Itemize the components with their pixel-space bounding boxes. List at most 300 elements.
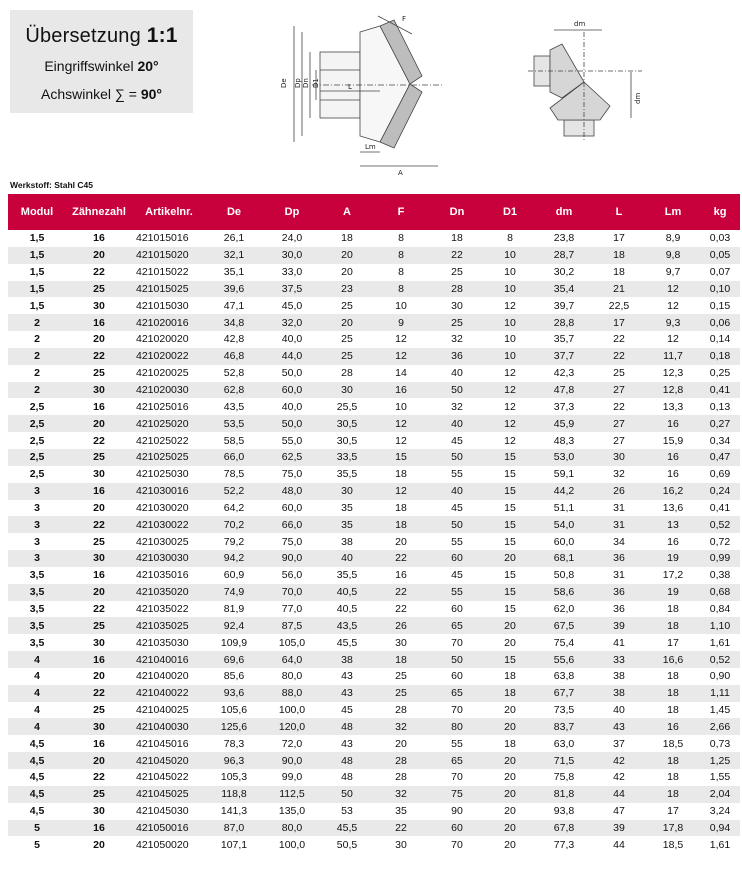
table-cell: 12 [646,281,700,298]
table-cell: 63,8 [536,668,592,685]
table-cell: 17 [646,634,700,651]
table-cell: 421035022 [132,601,206,618]
table-cell: 421040016 [132,651,206,668]
table-cell: 93,8 [536,803,592,820]
ratio-title [10,24,193,48]
table-cell: 0,69 [700,466,740,483]
gear-pair-drawing [528,14,643,142]
table-cell: 13,6 [646,500,700,517]
table-row [8,247,740,264]
table-cell: 34,8 [206,314,262,331]
table-cell: 30 [66,634,132,651]
table-cell: 80,0 [262,820,322,837]
table-cell: 28 [372,752,430,769]
table-cell: 67,8 [536,820,592,837]
table-cell: 45,5 [322,820,372,837]
table-cell: 25 [592,365,646,382]
table-cell: 20 [484,718,536,735]
pressure-angle-label: Eingriffswinkel [44,58,134,74]
table-cell: 18 [646,752,700,769]
column-header: Dp [262,194,322,230]
table-cell: 48,0 [262,483,322,500]
table-row [8,382,740,399]
table-cell: 12 [484,382,536,399]
table-row [8,365,740,382]
table-row [8,483,740,500]
table-cell: 4,5 [8,735,66,752]
table-cell: 4 [8,702,66,719]
table-cell: 45,5 [322,634,372,651]
column-header: kg [700,194,740,230]
table-cell: 23 [322,281,372,298]
table-cell: 75,4 [536,634,592,651]
table-cell: 22 [66,769,132,786]
table-cell: 22 [372,584,430,601]
table-cell: 1,10 [700,617,740,634]
table-cell: 9 [372,314,430,331]
table-cell: 50 [430,382,484,399]
label-a: A [398,169,403,177]
table-cell: 60,0 [262,382,322,399]
table-cell: 8 [372,264,430,281]
table-row [8,769,740,786]
table-cell: 421015025 [132,281,206,298]
table-cell: 0,27 [700,415,740,432]
table-row [8,331,740,348]
table-cell: 50 [430,651,484,668]
table-cell: 32 [430,331,484,348]
table-cell: 28,8 [536,314,592,331]
table-cell: 1,5 [8,281,66,298]
table-cell: 3 [8,550,66,567]
table-cell: 62,8 [206,382,262,399]
table-cell: 0,52 [700,516,740,533]
table-cell: 16 [372,567,430,584]
table-cell: 30 [592,449,646,466]
table-cell: 71,5 [536,752,592,769]
table-cell: 50 [430,449,484,466]
table-cell: 25 [66,702,132,719]
table-cell: 10 [484,264,536,281]
table-row [8,567,740,584]
table-cell: 15 [484,533,536,550]
table-cell: 15 [484,449,536,466]
table-cell: 3,24 [700,803,740,820]
table-cell: 421015030 [132,297,206,314]
label-f: F [402,15,407,23]
table-cell: 39 [592,820,646,837]
table-cell: 39,6 [206,281,262,298]
table-cell: 15 [484,483,536,500]
table-cell: 10 [484,281,536,298]
table-cell: 1,11 [700,685,740,702]
table-cell: 48,3 [536,432,592,449]
table-cell: 18,5 [646,735,700,752]
table-cell: 17,2 [646,567,700,584]
table-cell: 1,55 [700,769,740,786]
table-cell: 47 [592,803,646,820]
table-cell: 51,1 [536,500,592,517]
table-cell: 42,8 [206,331,262,348]
table-cell: 12 [484,297,536,314]
table-cell: 36 [430,348,484,365]
table-cell: 421030016 [132,483,206,500]
table-cell: 20 [322,247,372,264]
table-cell: 3,5 [8,617,66,634]
table-cell: 16 [646,415,700,432]
table-cell: 22 [592,398,646,415]
table-cell: 112,5 [262,786,322,803]
table-cell: 38 [592,685,646,702]
table-cell: 4,5 [8,769,66,786]
table-cell: 25 [322,348,372,365]
table-cell: 30 [66,382,132,399]
table-cell: 54,0 [536,516,592,533]
label-l: L [348,83,352,91]
table-cell: 45 [430,500,484,517]
ratio-value: 1:1 [146,24,178,47]
table-cell: 12 [372,348,430,365]
table-cell: 30 [66,550,132,567]
table-cell: 4,5 [8,803,66,820]
table-cell: 45 [430,567,484,584]
table-cell: 18 [592,264,646,281]
shaft-angle-value: 90° [140,86,163,102]
table-cell: 28 [430,281,484,298]
table-cell: 22 [66,264,132,281]
table-cell: 107,1 [206,836,262,853]
table-cell: 4 [8,651,66,668]
bevel-gear-drawing [272,8,450,180]
table-cell: 93,6 [206,685,262,702]
label-dm-side: dm [634,92,642,104]
table-cell: 18 [646,702,700,719]
table-cell: 41 [592,634,646,651]
table-cell: 135,0 [262,803,322,820]
label-de: De [280,78,288,88]
table-cell: 1,25 [700,752,740,769]
column-header: A [322,194,372,230]
table-cell: 421045030 [132,803,206,820]
table-cell: 35 [322,500,372,517]
table-row [8,702,740,719]
table-cell: 27 [592,382,646,399]
table-cell: 50,8 [536,567,592,584]
table-cell: 55 [430,533,484,550]
table-cell: 1,5 [8,247,66,264]
table-cell: 55 [430,466,484,483]
table-cell: 64,0 [262,651,322,668]
table-cell: 15 [372,449,430,466]
table-cell: 0,10 [700,281,740,298]
table-cell: 0,99 [700,550,740,567]
table-cell: 3,5 [8,634,66,651]
table-cell: 42 [592,752,646,769]
table-cell: 0,94 [700,820,740,837]
table-cell: 20 [372,533,430,550]
table-cell: 3 [8,516,66,533]
table-cell: 0,41 [700,500,740,517]
table-row [8,786,740,803]
table-row [8,348,740,365]
table-cell: 58,5 [206,432,262,449]
table-cell: 421045022 [132,769,206,786]
table-cell: 32 [592,466,646,483]
table-cell: 94,2 [206,550,262,567]
table-cell: 14 [372,365,430,382]
column-header: F [372,194,430,230]
table-cell: 45,0 [262,297,322,314]
table-cell: 32 [430,398,484,415]
table-cell: 16 [66,735,132,752]
table-cell: 35,1 [206,264,262,281]
table-cell: 0,03 [700,230,740,247]
table-cell: 16 [646,449,700,466]
table-cell: 18 [322,230,372,247]
table-cell: 0,25 [700,365,740,382]
table-cell: 2,04 [700,786,740,803]
table-cell: 44,2 [536,483,592,500]
table-cell: 28 [372,769,430,786]
table-cell: 90,0 [262,752,322,769]
shaft-angle [10,86,193,102]
table-cell: 0,07 [700,264,740,281]
table-cell: 45 [322,702,372,719]
table-cell: 8 [484,230,536,247]
shaft-angle-label: Achswinkel ∑ = [40,86,137,102]
table-cell: 68,1 [536,550,592,567]
table-cell: 421030030 [132,550,206,567]
table-cell: 67,7 [536,685,592,702]
table-cell: 125,6 [206,718,262,735]
table-cell: 3 [8,483,66,500]
table-cell: 30 [372,634,430,651]
table-cell: 33 [592,651,646,668]
table-cell: 38 [322,651,372,668]
table-cell: 15,9 [646,432,700,449]
table-cell: 10 [372,398,430,415]
table-cell: 40 [430,415,484,432]
table-cell: 1,5 [8,297,66,314]
table-cell: 50 [322,786,372,803]
table-cell: 66,0 [262,516,322,533]
table-cell: 421030022 [132,516,206,533]
table-cell: 25 [322,331,372,348]
table-cell: 22 [66,516,132,533]
table-cell: 10 [372,297,430,314]
table-cell: 75 [430,786,484,803]
table-cell: 2 [8,382,66,399]
table-cell: 73,5 [536,702,592,719]
table-cell: 30 [322,483,372,500]
table-cell: 421035025 [132,617,206,634]
table-cell: 421050016 [132,820,206,837]
table-row [8,533,740,550]
table-cell: 32,1 [206,247,262,264]
table-cell: 17 [592,314,646,331]
table-cell: 78,3 [206,735,262,752]
table-cell: 15 [484,567,536,584]
table-cell: 40 [430,365,484,382]
table-cell: 18 [372,516,430,533]
table-cell: 0,68 [700,584,740,601]
table-row [8,516,740,533]
table-cell: 22 [372,820,430,837]
table-cell: 5 [8,836,66,853]
table-cell: 18 [484,735,536,752]
table-cell: 105,3 [206,769,262,786]
table-cell: 19 [646,584,700,601]
table-cell: 25 [66,786,132,803]
table-cell: 30 [66,466,132,483]
table-cell: 22 [66,348,132,365]
table-cell: 20 [66,752,132,769]
table-cell: 35 [322,516,372,533]
table-cell: 90 [430,803,484,820]
table-cell: 2,5 [8,466,66,483]
table-cell: 44,0 [262,348,322,365]
table-cell: 35,7 [536,331,592,348]
table-cell: 35,4 [536,281,592,298]
table-cell: 12 [372,415,430,432]
table-cell: 2,66 [700,718,740,735]
table-cell: 12 [484,432,536,449]
table-cell: 18 [484,685,536,702]
table-cell: 26 [372,617,430,634]
table-cell: 60,9 [206,567,262,584]
table-cell: 35 [372,803,430,820]
table-cell: 44 [592,786,646,803]
column-header: Artikelnr. [132,194,206,230]
table-cell: 20 [66,331,132,348]
table-cell: 16 [66,651,132,668]
table-cell: 34 [592,533,646,550]
table-cell: 25 [66,449,132,466]
table-cell: 10 [484,247,536,264]
table-cell: 5 [8,820,66,837]
table-cell: 70,2 [206,516,262,533]
table-cell: 43 [322,685,372,702]
table-cell: 20 [66,668,132,685]
table-cell: 16 [66,567,132,584]
table-cell: 22 [66,601,132,618]
table-cell: 79,2 [206,533,262,550]
table-cell: 25,5 [322,398,372,415]
table-cell: 30 [66,297,132,314]
table-cell: 17 [646,803,700,820]
table-cell: 75,0 [262,533,322,550]
table-cell: 18 [372,466,430,483]
table-cell: 2 [8,331,66,348]
table-cell: 15 [484,601,536,618]
table-cell: 15 [484,651,536,668]
column-header: dm [536,194,592,230]
table-cell: 421045025 [132,786,206,803]
table-cell: 109,9 [206,634,262,651]
table-cell: 64,2 [206,500,262,517]
table-row [8,264,740,281]
table-cell: 0,72 [700,533,740,550]
table-cell: 19 [646,550,700,567]
table-cell: 43 [322,735,372,752]
table-cell: 9,8 [646,247,700,264]
table-cell: 421015022 [132,264,206,281]
table-cell: 40 [322,550,372,567]
table-cell: 18 [646,668,700,685]
table-cell: 3 [8,533,66,550]
table-cell: 26 [592,483,646,500]
table-cell: 118,8 [206,786,262,803]
table-cell: 20 [484,803,536,820]
table-cell: 421015016 [132,230,206,247]
table-cell: 421025030 [132,466,206,483]
table-cell: 60,0 [262,500,322,517]
table-cell: 70 [430,702,484,719]
table-cell: 105,0 [262,634,322,651]
table-cell: 16 [66,314,132,331]
table-cell: 66,0 [206,449,262,466]
table-cell: 15 [484,516,536,533]
table-cell: 105,6 [206,702,262,719]
table-cell: 37,5 [262,281,322,298]
table-cell: 18 [646,685,700,702]
table-cell: 60 [430,820,484,837]
table-cell: 45 [430,432,484,449]
table-cell: 0,73 [700,735,740,752]
table-row [8,432,740,449]
table-row [8,735,740,752]
pressure-angle-value: 20° [137,58,159,74]
table-cell: 421050020 [132,836,206,853]
column-header: De [206,194,262,230]
table-cell: 421035030 [132,634,206,651]
table-cell: 2,5 [8,415,66,432]
table-cell: 60 [430,601,484,618]
table-row [8,297,740,314]
table-cell: 30,5 [322,432,372,449]
table-cell: 0,90 [700,668,740,685]
table-cell: 30,5 [322,415,372,432]
table-cell: 2,5 [8,449,66,466]
table-cell: 50,5 [322,836,372,853]
label-dn: Dn [302,78,310,88]
table-cell: 100,0 [262,702,322,719]
table-cell: 50 [430,516,484,533]
table-cell: 100,0 [262,836,322,853]
spec-table [8,194,740,853]
table-cell: 2 [8,314,66,331]
table-cell: 0,15 [700,297,740,314]
table-cell: 40 [592,702,646,719]
column-header: Dn [430,194,484,230]
table-cell: 12 [484,415,536,432]
table-cell: 11,7 [646,348,700,365]
table-cell: 33,5 [322,449,372,466]
table-cell: 60 [430,550,484,567]
label-dp: Dp [294,78,302,88]
table-cell: 2,5 [8,432,66,449]
table-cell: 74,9 [206,584,262,601]
table-cell: 9,3 [646,314,700,331]
table-row [8,230,740,247]
table-cell: 10 [484,314,536,331]
table-cell: 30 [430,297,484,314]
table-cell: 18 [646,786,700,803]
table-cell: 48 [322,769,372,786]
table-cell: 87,0 [206,820,262,837]
table-cell: 18 [430,230,484,247]
table-cell: 18 [372,500,430,517]
